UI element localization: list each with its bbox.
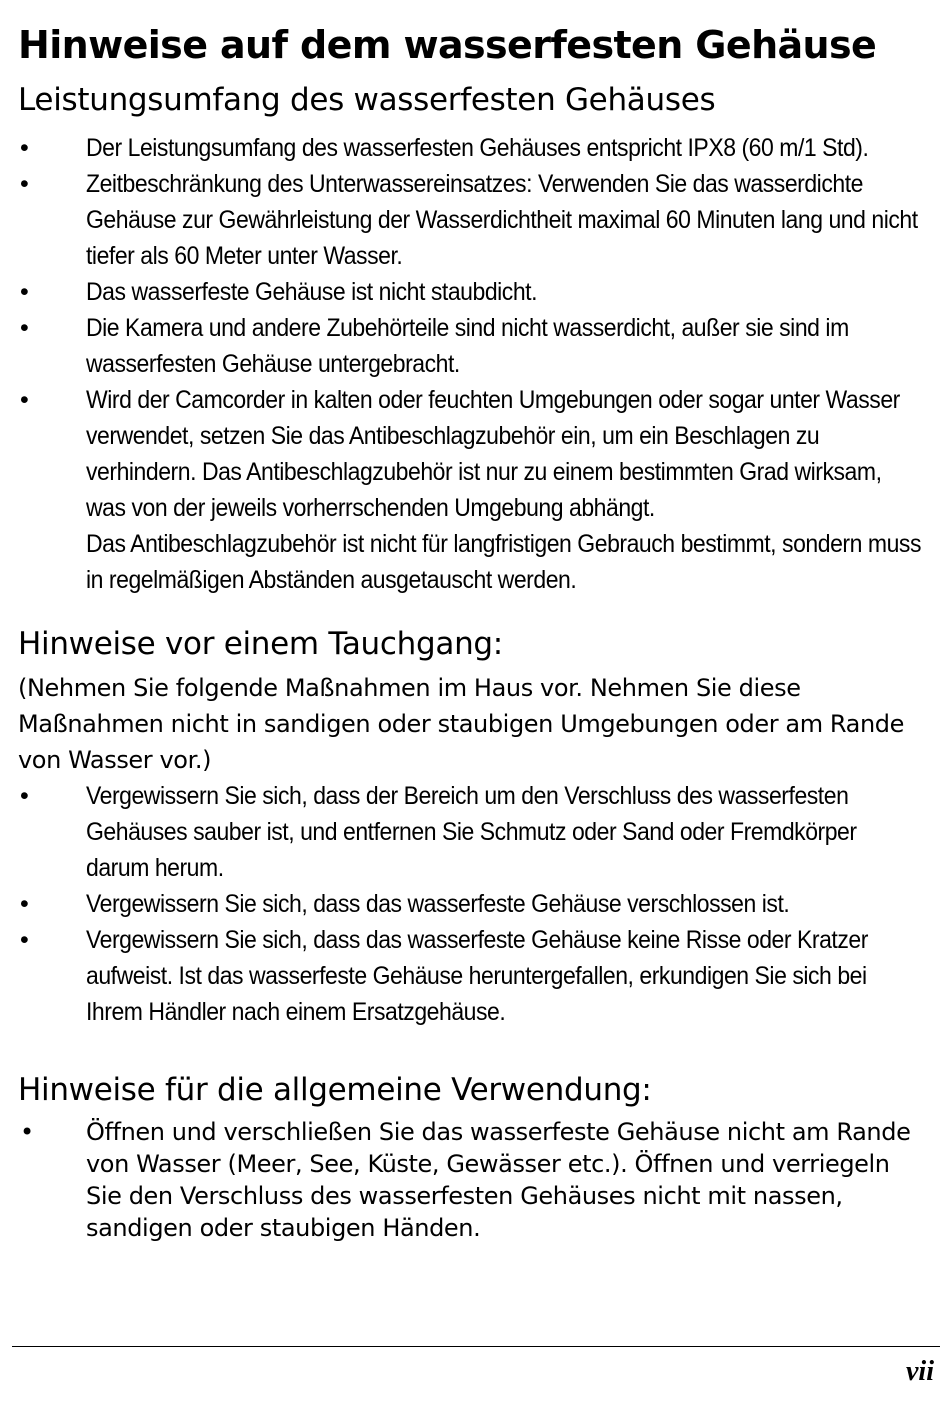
list-item-text: Öffnen und verschließen Sie das wasserfeste Gehäuse nicht am Rande von Wasser (Meer, See, Küste, Gewässer etc.). Öffnen und verriegeln Sie den Verschluss des wasserfesten Gehäuses nicht mit nassen, sandigen oder staubigen Händen. — [86, 1118, 911, 1242]
list-item — [18, 130, 930, 166]
bullet-icon: • — [20, 782, 29, 810]
bullet-icon: • — [20, 278, 29, 306]
page-title: Hinweise auf dem wasserfesten Gehäuse — [18, 23, 877, 67]
document-page — [18, 22, 930, 1244]
list-item-text: Der Leistungsumfang des wasserfesten Gehäuses entspricht IPX8 (60 m/1 Std). — [86, 134, 869, 162]
list-item — [18, 274, 930, 310]
list-item — [18, 1116, 930, 1244]
bullet-icon: • — [20, 926, 29, 954]
section-general-use — [18, 1070, 930, 1244]
list-item-text-block — [86, 382, 925, 598]
bullet-icon: • — [20, 170, 29, 198]
section-intro: (Nehmen Sie folgende Maßnahmen im Haus vor. Nehmen Sie diese Maßnahmen nicht in sandigen oder staubigen Umgebungen oder am Rande von Wasser vor.) — [18, 674, 904, 774]
list-item-text: Das wasserfeste Gehäuse ist nicht staubdicht. — [86, 278, 538, 306]
list-item-text: Vergewissern Sie sich, dass das wasserfeste Gehäuse keine Risse oder Kratzer aufweist. Ist das wasserfeste Gehäuse heruntergefallen, erkundigen Sie sich bei Ihrem Händler nach einem Ersatzgehäuse. — [86, 926, 868, 1026]
list-item — [18, 166, 930, 274]
list-item-text: Vergewissern Sie sich, dass das wasserfeste Gehäuse verschlossen ist. — [86, 890, 790, 918]
list-item — [18, 886, 930, 922]
list-item-text: Vergewissern Sie sich, dass der Bereich um den Verschluss des wasserfesten Gehäuses sauber ist, und entfernen Sie Schmutz oder Sand oder Fremdkörper darum herum. — [86, 782, 857, 882]
bullet-icon: • — [20, 890, 29, 918]
page-number: vii — [906, 1356, 934, 1387]
list-item — [18, 778, 930, 886]
bullet-list-performance — [18, 130, 930, 598]
bullet-list-before-dive — [18, 778, 930, 1030]
bullet-icon: • — [20, 134, 29, 162]
section-before-dive — [18, 624, 930, 1030]
bullet-list-general-use — [18, 1116, 930, 1244]
list-item-text: Wird der Camcorder in kalten oder feuchten Umgebungen oder sogar unter Wasser verwendet, setzen Sie das Antibeschlagzubehör ein, um ein Beschlagen zu verhindern. Das Antibeschlagzubehör ist nur zu einem bestimmten Grad wirksam, was von der jeweils vorherrschenden Umgebung abhängt. — [86, 386, 900, 522]
list-item — [18, 310, 930, 382]
section-heading-before-dive: Hinweise vor einem Tauchgang: — [18, 626, 503, 662]
bullet-icon: • — [20, 386, 29, 414]
list-item-text: Die Kamera und andere Zubehörteile sind nicht wasserdicht, außer sie sind im wasserfesten Gehäuse untergebracht. — [86, 314, 849, 378]
list-item-note: Das Antibeschlagzubehör ist nicht für langfristigen Gebrauch bestimmt, sondern muss in regelmäßigen Abständen ausgetauscht werden. — [86, 530, 921, 594]
section-heading-general-use: Hinweise für die allgemeine Verwendung: — [18, 1072, 652, 1108]
section-heading-performance: Leistungsumfang des wasserfesten Gehäuses — [18, 82, 716, 118]
section-performance — [18, 80, 930, 598]
list-item-text: Zeitbeschränkung des Unterwassereinsatzes: Verwenden Sie das wasserdichte Gehäuse zur Gewährleistung der Wasserdichtheit maximal 60 Minuten lang und nicht tiefer als 60 Meter unter Wasser. — [86, 170, 918, 270]
footer-divider — [12, 1346, 940, 1347]
list-item — [18, 382, 930, 598]
bullet-icon: • — [20, 314, 29, 342]
bullet-icon: • — [20, 1118, 34, 1146]
list-item — [18, 922, 930, 1030]
